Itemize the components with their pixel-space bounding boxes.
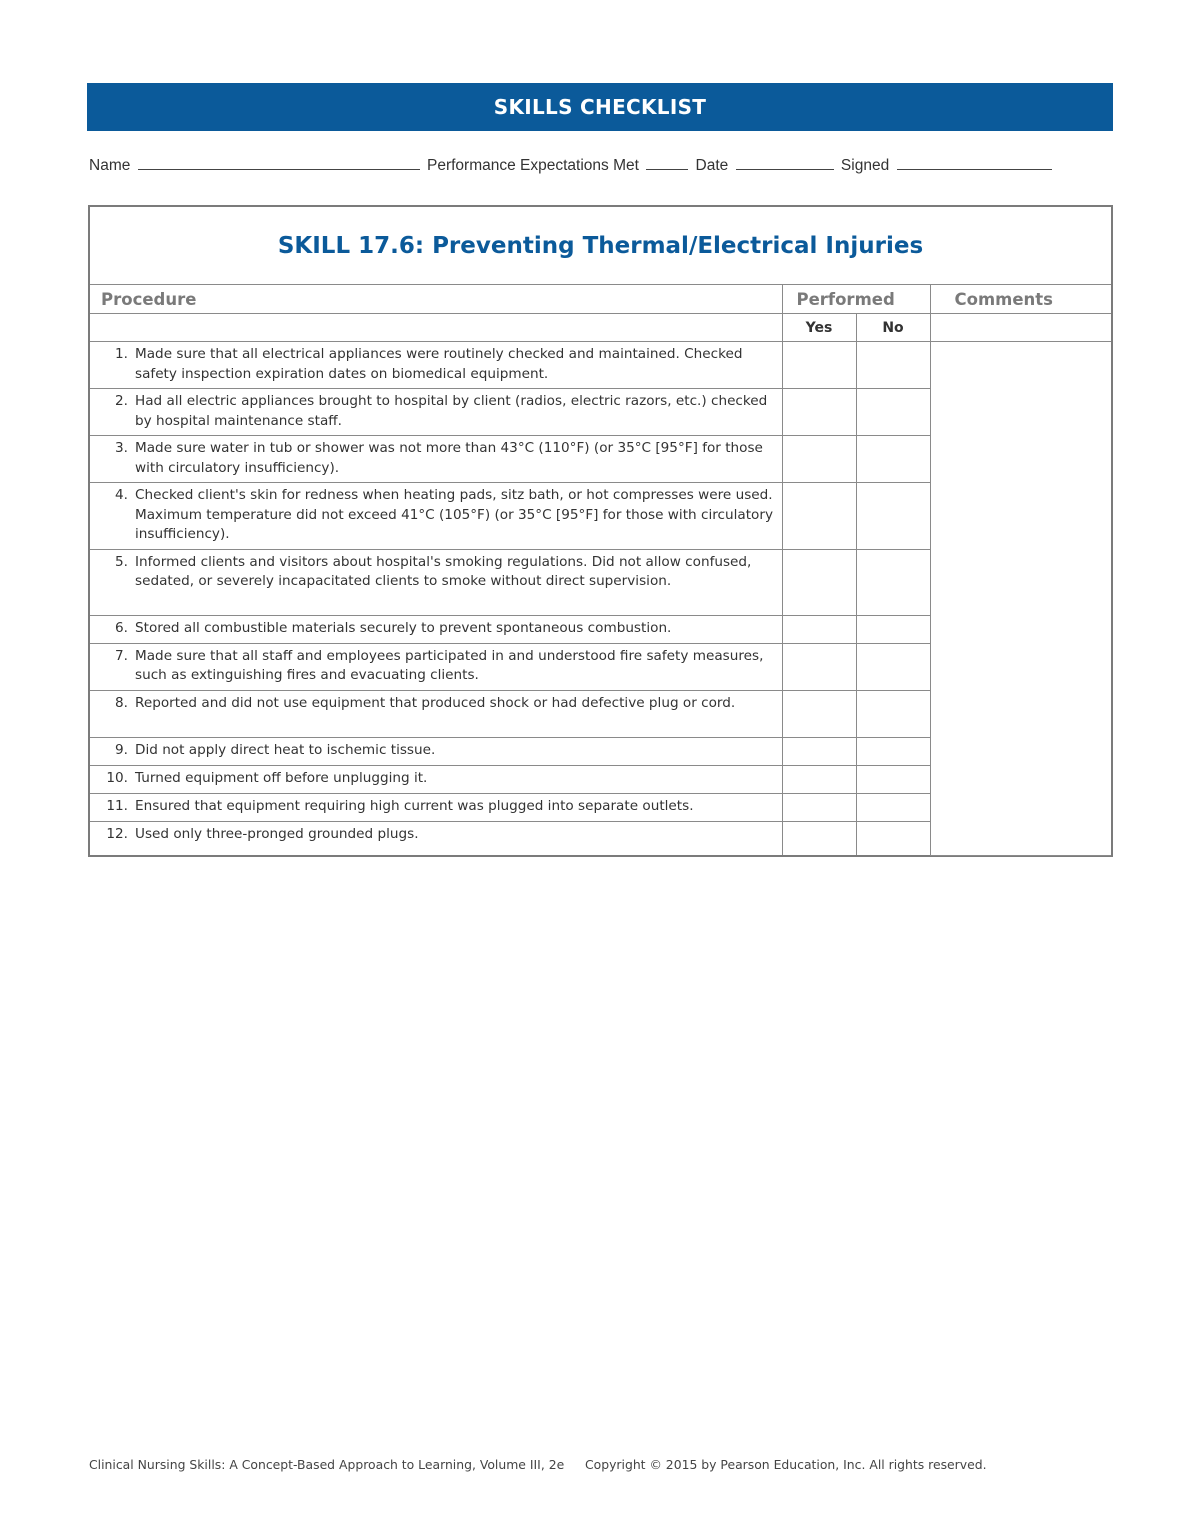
yes-checkbox-cell[interactable] (782, 821, 856, 855)
step-number: 5. (115, 553, 128, 570)
step-number: 8. (115, 694, 128, 711)
no-checkbox-cell[interactable] (856, 821, 930, 855)
comments-header: Comments (930, 285, 1111, 314)
no-checkbox-cell[interactable] (856, 643, 930, 690)
no-checkbox-cell[interactable] (856, 342, 930, 389)
step-number: 2. (115, 393, 128, 409)
step-number: 7. (115, 647, 128, 664)
yes-checkbox-cell[interactable] (782, 389, 856, 436)
procedure-cell (90, 690, 782, 737)
yes-checkbox-cell[interactable] (782, 793, 856, 821)
yes-checkbox-cell[interactable] (782, 643, 856, 690)
no-checkbox-cell[interactable] (856, 615, 930, 643)
expectations-field[interactable] (646, 155, 688, 170)
no-checkbox-cell[interactable] (856, 765, 930, 793)
footer-book-title: Clinical Nursing Skills: A Concept-Based Approach to Learning, Volume III, 2e (89, 1457, 565, 1472)
comments-cell[interactable] (930, 342, 1111, 856)
procedure-cell (90, 483, 782, 550)
no-header: No (856, 314, 930, 342)
procedure-step (98, 694, 774, 714)
skill-checklist-table-frame (88, 205, 1113, 857)
yes-checkbox-cell[interactable] (782, 342, 856, 389)
procedure-cell (90, 737, 782, 765)
signed-label: Signed (840, 157, 890, 174)
step-text: Used only three-pronged grounded plugs. (135, 825, 419, 842)
yes-checkbox-cell[interactable] (782, 690, 856, 737)
procedure-step (98, 345, 774, 384)
footer-copyright: Copyright © 2015 by Pearson Education, Inc. All rights reserved. (585, 1457, 987, 1472)
step-text: Ensured that equipment requiring high current was plugged into separate outlets. (135, 797, 694, 814)
expectations-label: Performance Expectations Met (426, 157, 639, 174)
step-text: Did not apply direct heat to ischemic tissue. (135, 741, 436, 758)
yes-checkbox-cell[interactable] (782, 737, 856, 765)
yes-header: Yes (782, 314, 856, 342)
skill-title (90, 207, 1111, 285)
step-text: Made sure that all staff and employees participated in and understood fire safety measures, such as extinguishing fires and evacuating clients. (135, 647, 764, 683)
procedure-cell (90, 615, 782, 643)
performed-header: Performed (782, 285, 930, 314)
no-checkbox-cell[interactable] (856, 690, 930, 737)
procedure-step (98, 769, 774, 789)
no-checkbox-cell[interactable] (856, 436, 930, 483)
step-text: Turned equipment off before unplugging it. (135, 769, 428, 786)
step-number: 4. (115, 487, 128, 503)
step-text: Informed clients and visitors about hospital's smoking regulations. Did not allow confused, sedated, or severely incapacitated clients to smoke without direct supervision. (135, 553, 752, 589)
procedure-cell (90, 342, 782, 389)
signoff-line (89, 155, 1109, 175)
yes-checkbox-cell[interactable] (782, 549, 856, 615)
step-number: 1. (115, 346, 128, 362)
procedure-step (98, 486, 774, 545)
no-checkbox-cell[interactable] (856, 483, 930, 550)
procedure-cell (90, 793, 782, 821)
procedure-cell (90, 436, 782, 483)
yes-checkbox-cell[interactable] (782, 483, 856, 550)
skill-title-text: SKILL 17.6: Preventing Thermal/Electrical Injuries (277, 232, 924, 259)
page-footer (89, 1457, 987, 1472)
procedure-step (98, 647, 774, 686)
step-number: 6. (115, 619, 128, 636)
skills-checklist-banner (87, 83, 1113, 131)
yes-checkbox-cell[interactable] (782, 436, 856, 483)
procedure-cell (90, 549, 782, 615)
no-checkbox-cell[interactable] (856, 737, 930, 765)
name-label: Name (89, 157, 131, 174)
comments-subheader-blank (930, 314, 1111, 342)
date-field[interactable] (736, 155, 834, 170)
procedure-row (90, 342, 1111, 389)
procedure-step (98, 825, 774, 845)
step-number: 10. (106, 769, 128, 786)
step-number: 3. (115, 440, 128, 456)
procedure-cell (90, 643, 782, 690)
no-checkbox-cell[interactable] (856, 793, 930, 821)
procedure-cell (90, 389, 782, 436)
step-text: Made sure water in tub or shower was not more than 43°C (110°F) (or 35°C [95°F] for those with circulatory insufficiency). (135, 440, 763, 476)
step-text: Had all electric appliances brought to hospital by client (radios, electric razors, etc.) checked by hospital maintenance staff. (135, 393, 768, 429)
procedure-header: Procedure (90, 285, 782, 314)
procedure-cell (90, 821, 782, 855)
step-text: Reported and did not use equipment that produced shock or had defective plug or cord. (135, 694, 736, 711)
procedure-cell (90, 765, 782, 793)
banner-title: SKILLS CHECKLIST (493, 95, 707, 119)
step-text: Checked client's skin for redness when heating pads, sitz bath, or hot compresses were used. Maximum temperature did not exceed 41°C (105°F) (or 35°C [95°F] for those with circulatory insufficiency). (135, 487, 773, 542)
yes-checkbox-cell[interactable] (782, 615, 856, 643)
procedure-subheader-blank (90, 314, 782, 342)
no-checkbox-cell[interactable] (856, 549, 930, 615)
no-checkbox-cell[interactable] (856, 389, 930, 436)
step-number: 9. (115, 741, 128, 758)
date-label: Date (695, 157, 729, 174)
yes-checkbox-cell[interactable] (782, 765, 856, 793)
name-field[interactable] (138, 155, 420, 170)
procedure-step (98, 553, 774, 592)
procedure-step (98, 741, 774, 761)
step-text: Stored all combustible materials securely to prevent spontaneous combustion. (135, 619, 672, 636)
step-text: Made sure that all electrical appliances were routinely checked and maintained. Checked safety inspection expiration dates on biomedical equipment. (135, 346, 743, 382)
procedure-step (98, 439, 774, 478)
signed-field[interactable] (897, 155, 1052, 170)
step-number: 11. (106, 797, 128, 814)
step-number: 12. (106, 825, 128, 842)
procedure-step (98, 392, 774, 431)
procedure-step (98, 619, 774, 639)
procedure-step (98, 797, 774, 817)
procedure-table (90, 285, 1111, 856)
